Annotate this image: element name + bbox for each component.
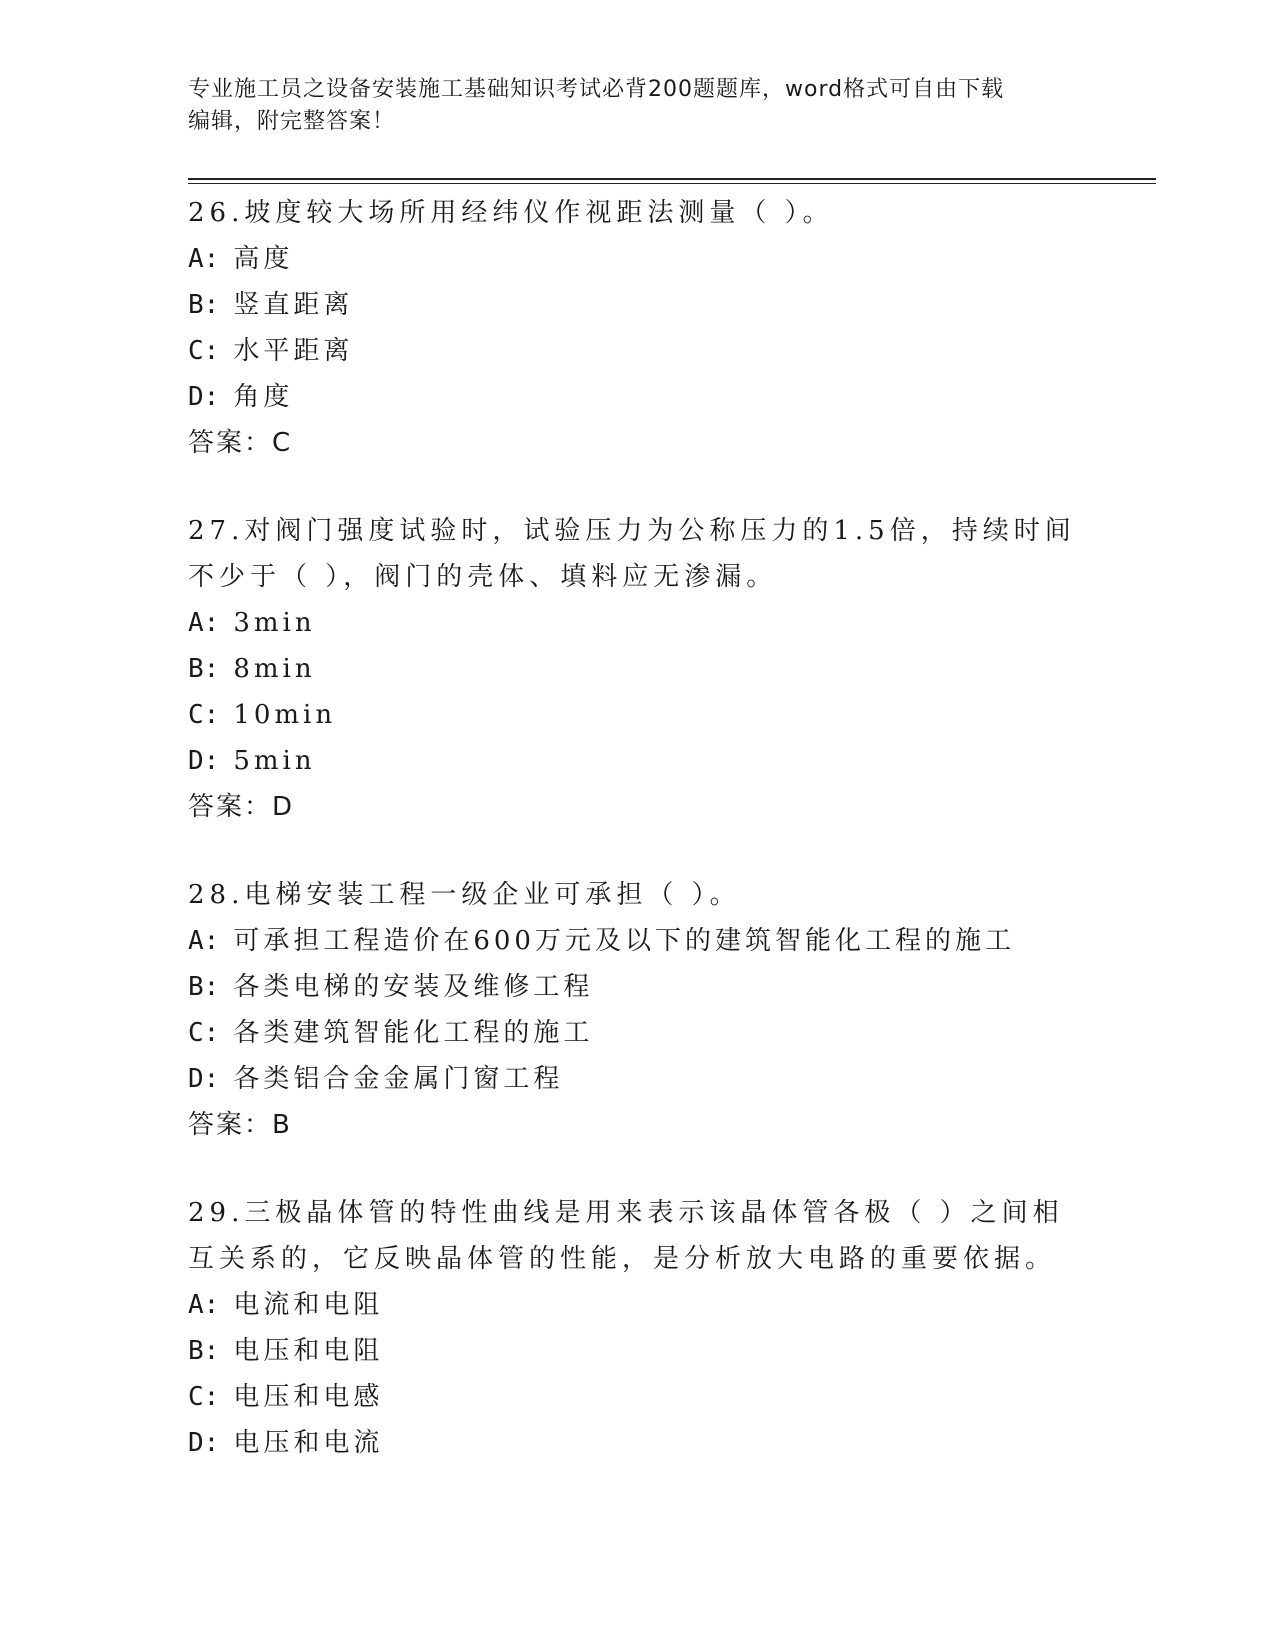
option-b — [188, 646, 1088, 692]
option-c — [188, 328, 1088, 374]
option-text: 角度 — [233, 382, 294, 412]
option-c — [188, 1374, 1088, 1420]
option-d — [188, 1420, 1088, 1466]
option-letter: C: — [188, 700, 220, 730]
header-divider-thick — [188, 178, 1156, 180]
option-text: 电压和电阻 — [233, 1336, 384, 1366]
option-c — [188, 692, 1088, 738]
option-letter: D: — [188, 1064, 220, 1094]
option-text: 10min — [233, 700, 337, 730]
option-text: 各类电梯的安装及维修工程 — [233, 972, 594, 1002]
option-text: 电压和电感 — [233, 1382, 384, 1412]
option-d — [188, 738, 1088, 784]
question-28 — [188, 872, 1088, 1148]
option-a — [188, 600, 1088, 646]
option-text: 水平距离 — [233, 336, 354, 366]
header-line-2: 编辑，附完整答案！ — [188, 109, 396, 134]
question-29 — [188, 1190, 1088, 1466]
option-letter: B: — [188, 972, 220, 1002]
option-text: 可承担工程造价在600万元及以下的建筑智能化工程的施工 — [233, 926, 1015, 956]
option-letter: B: — [188, 290, 220, 320]
option-text: 各类建筑智能化工程的施工 — [233, 1018, 594, 1048]
answer-label: 答案：B — [188, 1110, 292, 1140]
option-letter: C: — [188, 336, 220, 366]
header-divider-thin — [188, 183, 1156, 184]
option-letter: D: — [188, 746, 220, 776]
option-text: 高度 — [233, 244, 294, 274]
option-b — [188, 282, 1088, 328]
option-c — [188, 1010, 1088, 1056]
option-a — [188, 236, 1088, 282]
option-letter: C: — [188, 1382, 220, 1412]
option-text: 3min — [233, 608, 316, 638]
option-letter: C: — [188, 1018, 220, 1048]
option-letter: A: — [188, 244, 220, 274]
question-text: 29.三极晶体管的特性曲线是用来表示该晶体管各极（ ）之间相互关系的，它反映晶体管的性能，是分析放大电路的重要依据。 — [188, 1198, 1064, 1274]
option-letter: D: — [188, 382, 220, 412]
option-text: 电压和电流 — [233, 1428, 384, 1458]
question-text: 26.坡度较大场所用经纬仪作视距法测量（ ）。 — [188, 198, 834, 228]
option-letter: B: — [188, 1336, 220, 1366]
question-text: 27.对阀门强度试验时，试验压力为公称压力的1.5倍，持续时间不少于（ ），阀门的壳体、填料应无渗漏。 — [188, 516, 1076, 592]
question-27 — [188, 508, 1088, 830]
option-d — [188, 1056, 1088, 1102]
option-text: 各类铝合金金属门窗工程 — [233, 1064, 564, 1094]
question-text: 28.电梯安装工程一级企业可承担（ ）。 — [188, 880, 741, 910]
answer-label: 答案：D — [188, 792, 295, 822]
option-text: 5min — [233, 746, 316, 776]
option-text: 电流和电阻 — [233, 1290, 384, 1320]
option-letter: A: — [188, 608, 220, 638]
option-letter: A: — [188, 1290, 220, 1320]
option-a — [188, 1282, 1088, 1328]
answer-label: 答案：C — [188, 428, 293, 458]
option-letter: D: — [188, 1428, 220, 1458]
option-letter: B: — [188, 654, 220, 684]
option-a — [188, 918, 1088, 964]
document-header — [188, 74, 1088, 138]
option-text: 8min — [233, 654, 316, 684]
question-26 — [188, 190, 1088, 466]
header-line-1: 专业施工员之设备安装施工基础知识考试必背200题题库，word格式可自由下载 — [188, 77, 1005, 102]
option-b — [188, 964, 1088, 1010]
option-text: 竖直距离 — [233, 290, 354, 320]
option-letter: A: — [188, 926, 220, 956]
option-b — [188, 1328, 1088, 1374]
option-d — [188, 374, 1088, 420]
question-list — [188, 190, 1088, 1508]
